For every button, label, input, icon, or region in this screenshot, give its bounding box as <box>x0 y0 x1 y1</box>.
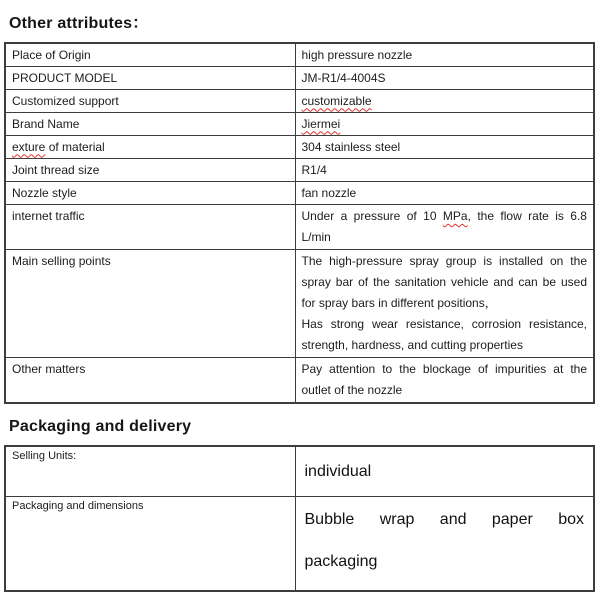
row-label: Selling Units: <box>5 446 295 497</box>
row-value: JM-R1/4-4004S <box>295 67 594 90</box>
other-attributes-heading: Other attributes： <box>9 15 149 32</box>
table-row <box>5 43 594 67</box>
row-value: R1/4 <box>295 159 594 182</box>
table-row <box>5 182 594 205</box>
row-value: high pressure nozzle <box>295 43 594 67</box>
row-label: Joint thread size <box>5 159 295 182</box>
table-row <box>5 90 594 113</box>
row-label: Main selling points <box>5 250 295 358</box>
other-attributes-table <box>4 42 595 404</box>
row-value: individual <box>295 446 594 497</box>
row-value <box>295 113 594 136</box>
table-row <box>5 497 594 592</box>
row-value: The high-pressure spray group is installed on the spray bar of the sanitation vehicle and can be used for spray bars in different positions， Has strong wear resistance, corrosion resistance, strength, hardness, and cutting properties <box>295 250 594 358</box>
row-value <box>295 90 594 113</box>
row-label: internet traffic <box>5 205 295 250</box>
row-value: Under a pressure of 10 MPa, the flow rate is 6.8 L/min <box>295 205 594 250</box>
misspelled-word: Jiermei <box>301 116 341 131</box>
table-row <box>5 446 594 497</box>
packaging-table <box>4 445 595 592</box>
row-label: Nozzle style <box>5 182 295 205</box>
row-label: Packaging and dimensions <box>5 497 295 592</box>
row-value: 304 stainless steel <box>295 136 594 159</box>
misspelled-word: customizable <box>301 93 372 108</box>
misspelled-word: exture <box>12 139 46 154</box>
row-label: PRODUCT MODEL <box>5 67 295 90</box>
table-row <box>5 159 594 182</box>
row-value: Bubble wrap and paper box packaging <box>295 497 594 592</box>
row-value: Pay attention to the blockage of impurities at the outlet of the nozzle <box>295 358 594 404</box>
table-row <box>5 67 594 90</box>
misspelled-word: MPa <box>442 209 468 223</box>
row-label: Place of Origin <box>5 43 295 67</box>
row-value: fan nozzle <box>295 182 594 205</box>
table-row <box>5 205 594 250</box>
table-row <box>5 113 594 136</box>
packaging-delivery-heading: Packaging and delivery <box>9 418 192 435</box>
row-label: Other matters <box>5 358 295 404</box>
row-label: Customized support <box>5 90 295 113</box>
row-label: exture of material <box>5 136 295 159</box>
row-label: Brand Name <box>5 113 295 136</box>
table-row <box>5 358 594 404</box>
table-row <box>5 250 594 358</box>
table-row <box>5 136 594 159</box>
